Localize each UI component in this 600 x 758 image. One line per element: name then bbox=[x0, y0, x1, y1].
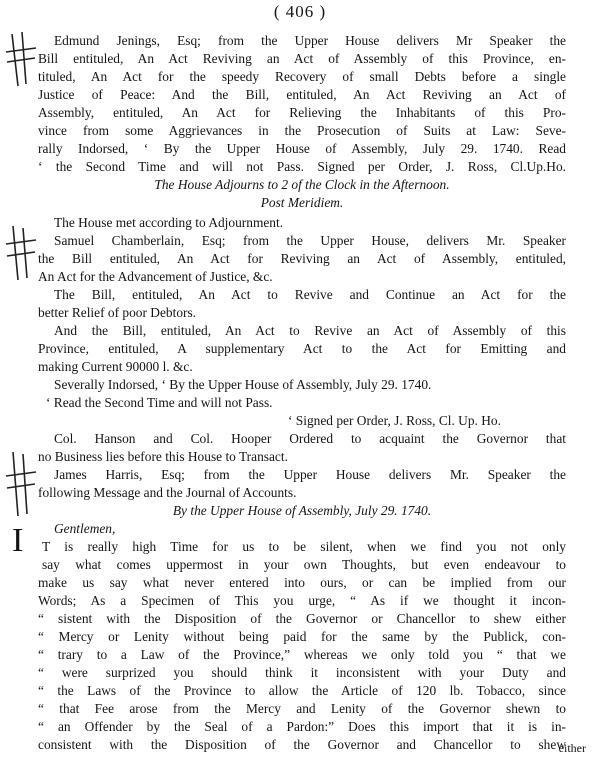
text-line: ‘ Read the Second Time and will not Pass. bbox=[46, 395, 273, 410]
margin-mark-middle bbox=[4, 224, 38, 284]
text-line: say what comes uppermost in your own Thoughts, but even endeavour to bbox=[42, 557, 566, 572]
text-line: “ trary to a Law of the Province,” whereas we only told you “ that we bbox=[38, 647, 566, 662]
section-heading: Post Meridiem. bbox=[260, 195, 344, 210]
text-line: “ sistent with the Disposition of the Governor or Chancellor to shew either bbox=[38, 611, 566, 626]
text-line: “ Mercy or Lenity without being paid for the same by the Publick, con- bbox=[38, 629, 566, 644]
page-number: ( 406 ) bbox=[273, 2, 327, 21]
text-line: Edmund Jenings, Esq; from the Upper House delivers Mr Speaker the bbox=[54, 33, 566, 48]
text-line: vince from some Aggrievances in the Prosecution of Suits at Law: Seve- bbox=[38, 123, 566, 138]
drop-cap: I bbox=[12, 522, 24, 559]
salutation: Gentlemen, bbox=[54, 521, 116, 536]
text-line: make us say what never entered into ours, or can be implied from our bbox=[38, 575, 566, 590]
section-heading: By the Upper House of Assembly, July 29. 1740. bbox=[172, 503, 432, 518]
text-line: rally Indorsed, ‘ By the Upper House of Assembly, July 29. 1740. Read bbox=[38, 141, 566, 156]
text-line: the Bill entituled, An Act for Reviving an Act of Assembly, entituled, bbox=[38, 251, 566, 266]
text-line: Bill entituled, An Act Reviving an Act of Assembly of this Province, en- bbox=[38, 51, 566, 66]
text-line: no Business lies before this House to Transact. bbox=[38, 449, 288, 464]
section-heading: The House Adjourns to 2 of the Clock in the Afternoon. bbox=[154, 177, 450, 192]
text-line: following Message and the Journal of Accounts. bbox=[38, 485, 297, 500]
text-line: Assembly, entituled, An Act for Relieving the Inhabitants of this Pro- bbox=[38, 105, 566, 120]
text-line: The House met according to Adjournment. bbox=[54, 215, 284, 230]
text-line: T is really high Time for us to be silent, when we find you not only bbox=[42, 539, 566, 554]
text-line: Province, entituled, A supplementary Act to the Act for Emitting and bbox=[38, 341, 566, 356]
text-line: “ were surprized you should think it inconsistent with your Duty and bbox=[38, 665, 566, 680]
text-line: And the Bill, entituled, An Act to Revive an Act of Assembly of this bbox=[54, 323, 566, 338]
text-line: Severally Indorsed, ‘ By the Upper House of Assembly, July 29. 1740. bbox=[54, 377, 432, 392]
text-line: An Act for the Advancement of Justice, &c. bbox=[38, 269, 273, 284]
text-line: “ that Fee arose from the Mercy and Lenity of the Governor shewn to bbox=[38, 701, 566, 716]
text-line: Col. Hanson and Col. Hooper Ordered to acquaint the Governor that bbox=[54, 431, 566, 446]
margin-mark-top bbox=[4, 30, 38, 90]
text-line: “ the Laws of the Province to allow the Article of 120 lb. Tobacco, since bbox=[38, 683, 566, 698]
text-line: consistent with the Disposition of the Governor and Chancellor to shew bbox=[38, 737, 566, 752]
text-line: ‘ the Second Time and will not Pass. Signed per Order, J. Ross, Cl.Up.Ho. bbox=[38, 159, 566, 174]
text-line: Words; As a Specimen of This you urge, “ As if we thought it incon- bbox=[38, 593, 566, 608]
text-line: making Current 90000 l. &c. bbox=[38, 359, 193, 374]
text-line: ‘ Signed per Order, J. Ross, Cl. Up. Ho. bbox=[288, 413, 501, 428]
catchword: either bbox=[558, 741, 586, 755]
text-line: better Relief of poor Debtors. bbox=[38, 305, 197, 320]
text-line: Samuel Chamberlain, Esq; from the Upper House, delivers Mr. Speaker bbox=[54, 233, 566, 248]
text-line: tituled, An Act for the speedy Recovery of small Debts before a single bbox=[38, 69, 566, 84]
text-line: James Harris, Esq; from the Upper House delivers Mr. Speaker the bbox=[54, 467, 566, 482]
text-line: “ an Offender by the Seal of a Pardon:” Does this import that it is in- bbox=[38, 719, 566, 734]
margin-mark-bottom bbox=[4, 450, 38, 520]
text-line: The Bill, entituled, An Act to Revive and Continue an Act for the bbox=[54, 287, 566, 302]
text-line: Justice of Peace: And the Bill, entituled, An Act Reviving an Act of bbox=[38, 87, 566, 102]
